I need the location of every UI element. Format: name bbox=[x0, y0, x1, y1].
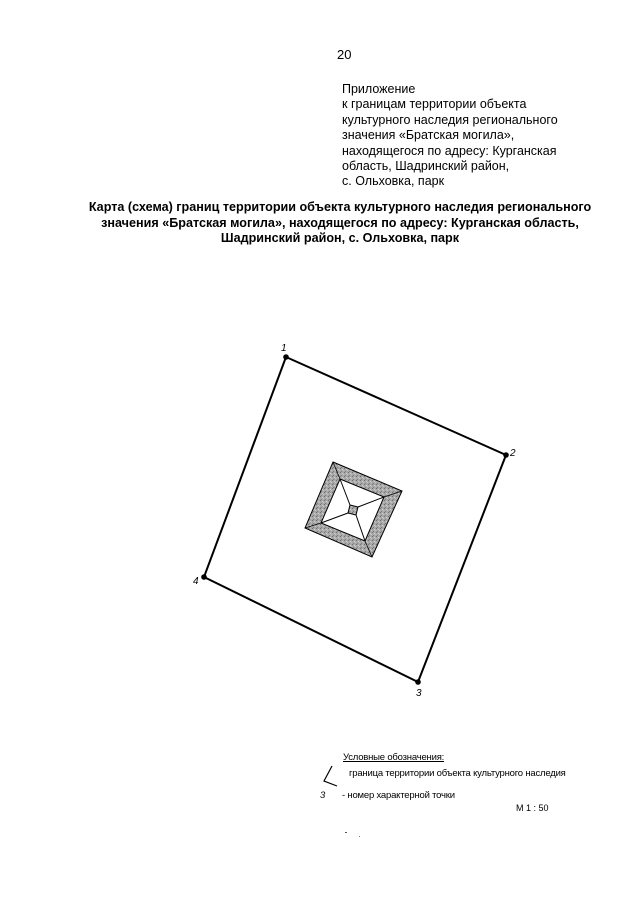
title-line: Шадринский район, с. Ольховка, парк bbox=[220, 231, 460, 245]
appendix-line: Приложение bbox=[342, 82, 416, 96]
boundary-point-2 bbox=[503, 452, 509, 458]
point-label-2: 2 bbox=[510, 448, 516, 459]
appendix-line: значения «Братская могила», bbox=[342, 128, 515, 143]
appendix-line: с. Ольховка, парк bbox=[342, 174, 445, 189]
point-label-1: 1 bbox=[281, 343, 287, 354]
page-number: 20 bbox=[337, 47, 352, 62]
legend-point-label: - номер характерной точки bbox=[342, 790, 455, 801]
appendix-line: культурного наследия регионального bbox=[342, 112, 558, 127]
legend-title: Условные обозначения: bbox=[343, 752, 445, 763]
appendix-line: область, Шадринский район, bbox=[342, 159, 510, 174]
monument-symbol bbox=[305, 462, 402, 557]
territory-boundary bbox=[204, 357, 506, 682]
title-line: значения «Братская могила», находящегося по адресу: Курганская область, bbox=[101, 215, 579, 230]
point-label-4: 4 bbox=[193, 576, 199, 587]
legend-boundary-label: граница территории объекта культурного наследия bbox=[349, 768, 566, 779]
map-scale: М 1 : 50 bbox=[516, 803, 549, 813]
legend-point-symbol: 3 bbox=[320, 790, 326, 801]
legend-boundary-icon bbox=[324, 766, 337, 786]
boundary-point-4 bbox=[201, 574, 207, 580]
point-label-3: 3 bbox=[416, 688, 422, 699]
boundary-point-1 bbox=[283, 354, 289, 360]
boundary-point-3 bbox=[415, 679, 421, 685]
title-line: Карта (схема) границ территории объекта культурного наследия регионального bbox=[88, 200, 592, 214]
appendix-line: к границам территории объекта bbox=[342, 97, 527, 112]
appendix-line: находящегося по адресу: Курганская bbox=[342, 143, 557, 158]
